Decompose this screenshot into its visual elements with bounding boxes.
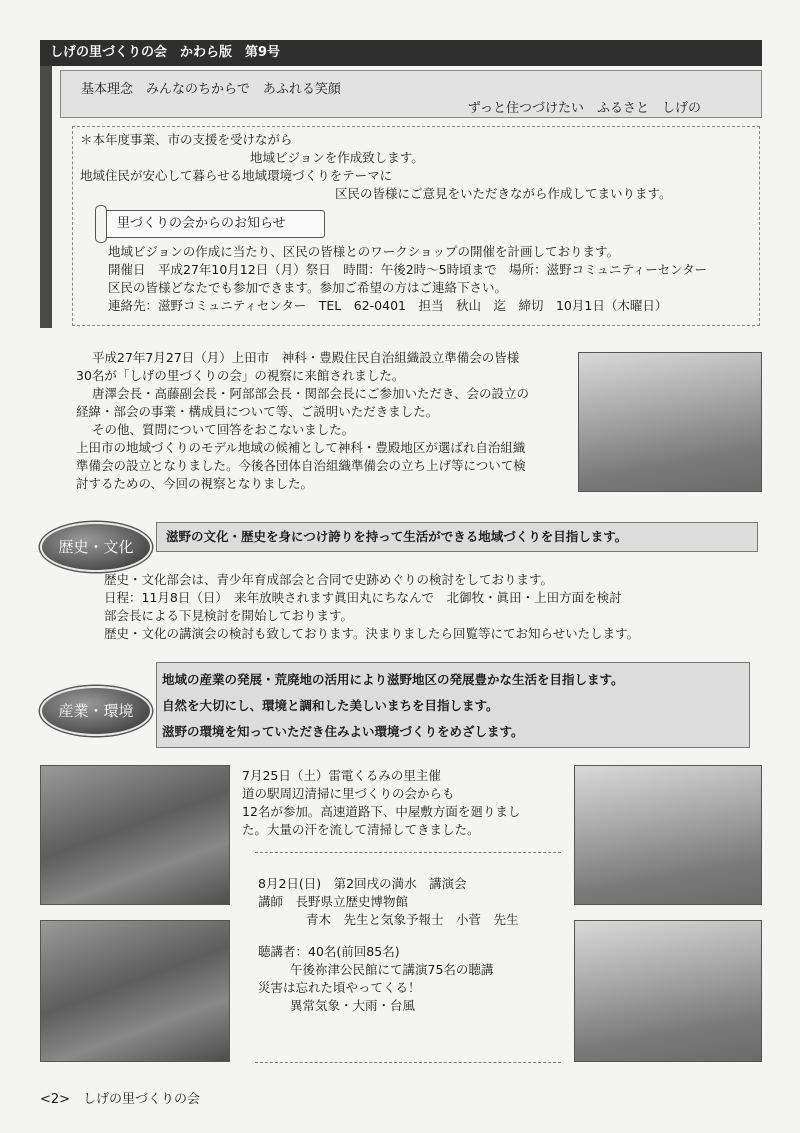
cleanup-photo-2 xyxy=(574,920,762,1062)
industry-goal: 滋野の環境を知っていただき住みよい環境づくりをめざします。 xyxy=(162,724,524,739)
visit-line: 討するための、今回の視察となりました。 xyxy=(76,476,314,491)
history-line: 部会長による下見検討を開始しております。 xyxy=(104,608,354,623)
motto-line-1: 基本理念 みんなのちからで あふれる笑顔 xyxy=(81,82,341,97)
history-badge: 歴史・文化 xyxy=(40,522,152,572)
intro-line: 地域ビジョンを作成致します。 xyxy=(250,150,424,165)
visit-line: その他、質問について回答をおこないました。 xyxy=(92,422,355,437)
intro-line: ＊本年度事業、市の支援を受けながら xyxy=(80,132,293,147)
visit-line: 平成27年7月27日（月）上田市 神科・豊殿住民自治組織設立準備会の皆様 xyxy=(92,350,520,365)
notice-line: 区民の皆様どなたでも参加できます。参加ご希望の方はご連絡下さい。 xyxy=(108,280,508,295)
newsletter-header: しげの里づくりの会 かわら版 第9号 xyxy=(40,40,762,66)
lecture-photo-2 xyxy=(40,920,230,1062)
page-footer: <2> しげの里づくりの会 xyxy=(40,1092,201,1107)
visit-line: 上田市の地域づくりのモデル地域の候補として神科・豊殿地区が選ばれ自治組織 xyxy=(76,440,526,455)
motto-line-2: ずっと住つづけたい ふるさと しげの xyxy=(467,101,701,116)
meeting-photo xyxy=(578,352,762,492)
industry-badge: 産業・環境 xyxy=(40,686,152,736)
industry-goal: 自然を大切にし、環境と調和した美しいまちを目指します。 xyxy=(162,698,499,713)
visit-line: 経緯・部会の事業・構成員について等、ご説明いただきました。 xyxy=(76,404,439,419)
history-line: 日程：11月8日（日） 来年放映されます眞田丸にちなんで 北御牧・眞田・上田方面を検討 xyxy=(104,590,622,605)
cleanup-line: 7月25日（土）雷電くるみの里主催 xyxy=(242,768,441,783)
lecture-line: 青木 先生と気象予報士 小菅 先生 xyxy=(306,912,519,927)
cleanup-line: 道の駅周辺清掃に里づくりの会からも xyxy=(242,786,455,801)
history-line: 歴史・文化の講演会の検討も致しております。決まりましたら回覧等にてお知らせいたします。 xyxy=(104,626,640,641)
cleanup-line: 12名が参加。高速道路下、中屋敷方面を廻りまし xyxy=(242,804,521,819)
notice-title-scroll: 里づくりの会からのお知らせ xyxy=(100,210,325,238)
notice-line: 開催日 平成27年10月12日（月）祭日 時間：午後2時～5時頃まで 場所：滋野コミュニティーセンター xyxy=(108,262,708,277)
dashed-divider xyxy=(255,852,561,853)
lecture-line: 聴講者：40名(前回85名) xyxy=(258,944,400,959)
lecture-photo-1 xyxy=(40,765,230,905)
history-goal: 滋野の文化・歴史を身につけ誇りを持って生活ができる地域づくりを目指します。 xyxy=(166,529,628,544)
motto-box xyxy=(60,70,762,118)
lecture-line: 8月2日(日) 第2回戌の満水 講演会 xyxy=(258,876,467,891)
lecture-line: 災害は忘れた頃やってくる！ xyxy=(258,980,421,995)
notice-line: 連絡先：滋野コミュニティセンター TEL 62-0401 担当 秋山 迄 締切 10月1日（木曜日） xyxy=(108,298,668,313)
notice-line: 地域ビジョンの作成に当たり、区民の皆様とのワークショップの開催を計画しております。 xyxy=(108,244,620,259)
visit-line: 30名が「しげの里づくりの会」の視察に来館されました。 xyxy=(76,368,405,383)
lecture-line: 午後祢津公民館にて講演75名の聴講 xyxy=(290,962,494,977)
side-bar-decoration xyxy=(40,66,52,328)
cleanup-line: た。大量の汗を流して清掃してきました。 xyxy=(242,822,480,837)
lecture-line: 講師 長野県立歴史博物館 xyxy=(258,894,409,909)
lecture-line: 異常気象・大雨・台風 xyxy=(290,998,416,1013)
visit-line: 準備会の設立となりました。今後各団体自治組織準備会の立ち上げ等について検 xyxy=(76,458,526,473)
dashed-divider xyxy=(255,1062,561,1063)
history-line: 歴史・文化部会は、青少年育成部会と合同で史跡めぐりの検討をしております。 xyxy=(104,572,554,587)
intro-line: 地域住民が安心して暮らせる地域環境づくりをテーマに xyxy=(80,168,393,183)
cleanup-photo-1 xyxy=(574,765,762,905)
industry-goal: 地域の産業の発展・荒廃地の活用により滋野地区の発展豊かな生活を目指します。 xyxy=(162,672,624,687)
intro-line: 区民の皆様にご意見をいただきながら作成してまいります。 xyxy=(335,186,672,201)
visit-line: 唐澤会長・高藤副会長・阿部部会長・関部会長にご参加いただき、会の設立の xyxy=(92,386,530,401)
